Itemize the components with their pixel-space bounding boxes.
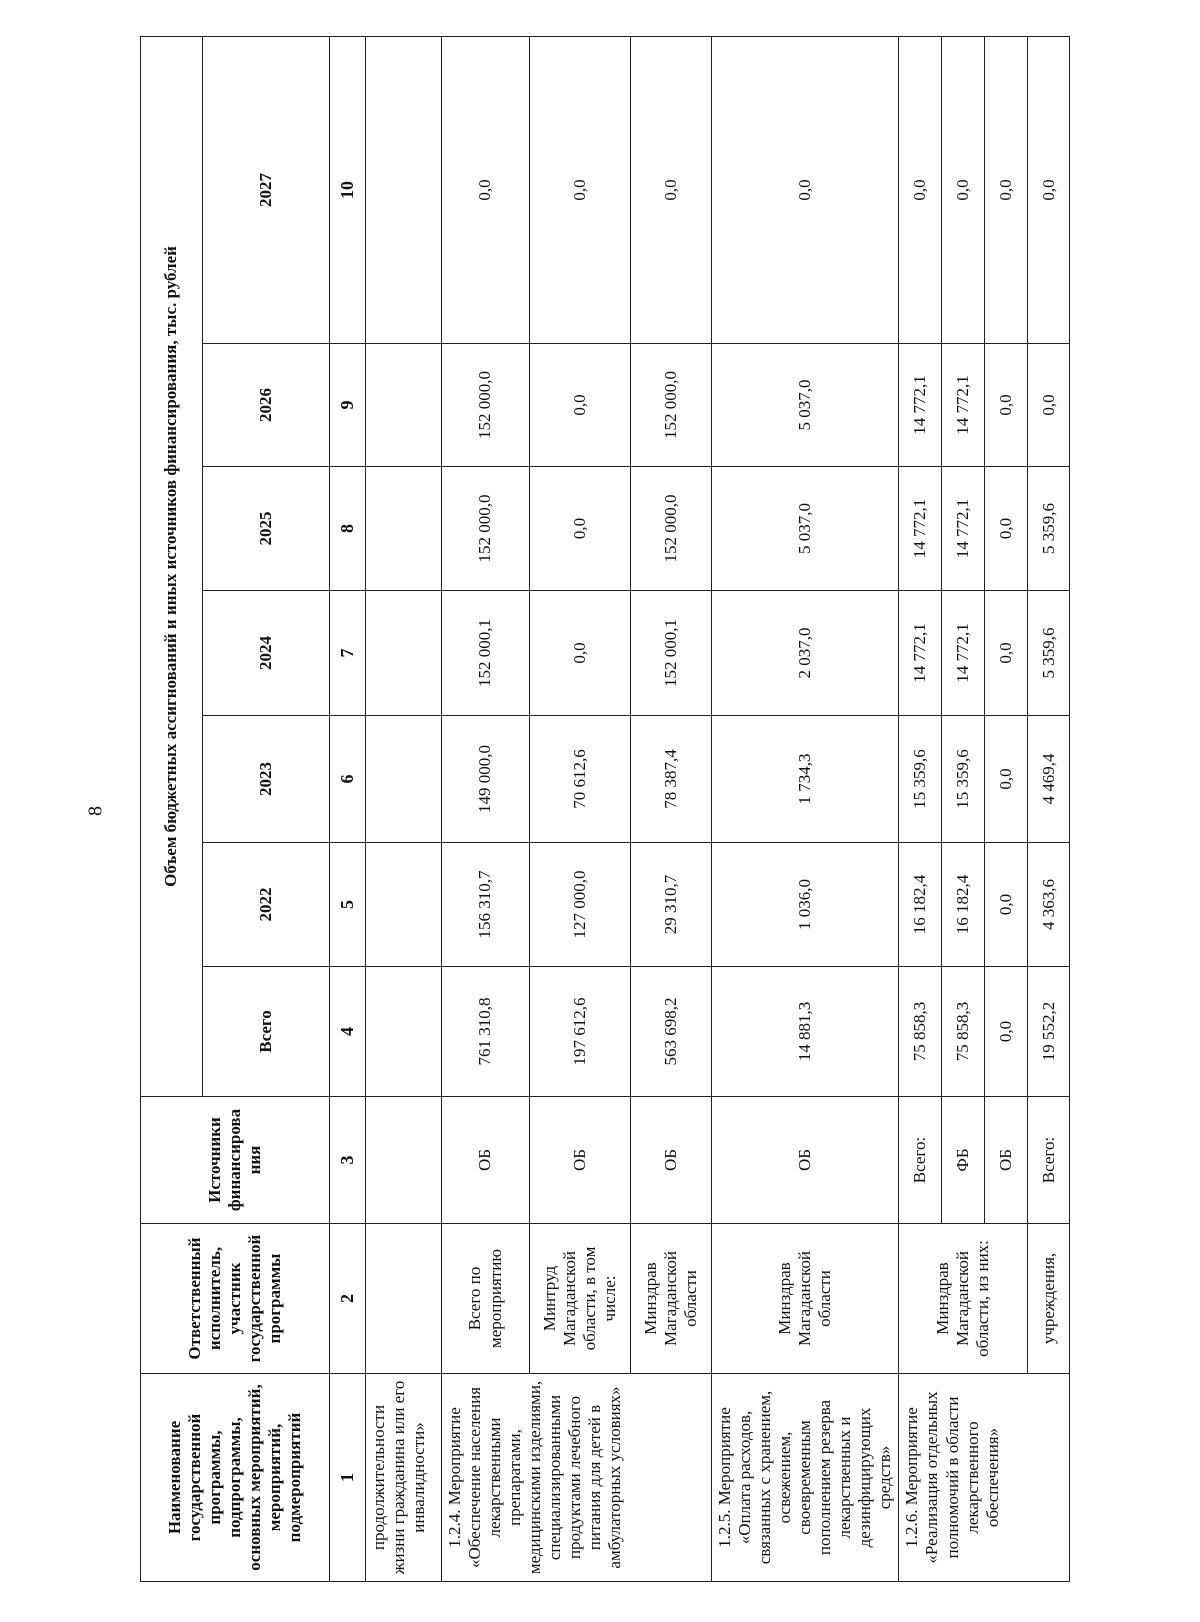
row-value: 0,0 [985, 467, 1028, 591]
column-number: 10 [330, 36, 366, 343]
row-value: 70 612,6 [530, 716, 631, 843]
row-value: 0,0 [530, 591, 631, 716]
rotated-table-container [140, 37, 1058, 1582]
table-row [442, 36, 530, 1581]
column-number: 4 [330, 967, 366, 1097]
table-row [712, 36, 899, 1581]
row-value: 5 359,6 [1028, 467, 1070, 591]
row-value: 5 037,0 [712, 467, 899, 591]
header-year: 2026 [203, 344, 330, 467]
row-value: 16 182,4 [942, 843, 985, 967]
row-value: 0,0 [985, 36, 1028, 343]
column-number: 9 [330, 344, 366, 467]
row-value: 127 000,0 [530, 843, 631, 967]
column-number: 2 [330, 1224, 366, 1374]
row-value: 152 000,0 [631, 467, 712, 591]
row-source [366, 1097, 442, 1224]
row-value: 152 000,1 [442, 591, 530, 716]
row-value: 4 469,4 [1028, 716, 1070, 843]
row-value: 14 772,1 [899, 467, 942, 591]
column-number: 1 [330, 1374, 366, 1582]
column-number: 3 [330, 1097, 366, 1224]
row-name: продолжительности жизни гражданина или его инвалидности» [366, 1374, 442, 1582]
row-value: 14 881,3 [712, 967, 899, 1097]
row-name: 1.2.6. Мероприятие «Реализация отдельных полномочий в области лекарственного обеспечения» [899, 1374, 1070, 1582]
column-number: 5 [330, 843, 366, 967]
row-value: 5 359,6 [1028, 591, 1070, 716]
row-value: 0,0 [442, 36, 530, 343]
row-value: 156 310,7 [442, 843, 530, 967]
row-executor: Минздрав Магаданской области [712, 1224, 899, 1374]
row-value: 761 310,8 [442, 967, 530, 1097]
header-year: 2024 [203, 591, 330, 716]
table-row [530, 36, 631, 1581]
header-year: 2022 [203, 843, 330, 967]
row-value: 152 000,0 [442, 467, 530, 591]
row-source: ОБ [442, 1097, 530, 1224]
table-row [1028, 36, 1070, 1581]
table-row [899, 36, 942, 1581]
header-financing-title: Объем бюджетных ассигнований и иных источников финансирования, тыс. рублей [141, 36, 203, 1096]
row-source: ОБ [631, 1097, 712, 1224]
row-value: 14 772,1 [899, 344, 942, 467]
row-value: 149 000,0 [442, 716, 530, 843]
header-year: 2025 [203, 467, 330, 591]
row-value: 152 000,0 [631, 344, 712, 467]
row-value: 0,0 [530, 36, 631, 343]
row-source: Всего: [1028, 1097, 1070, 1224]
row-executor: Минздрав Магаданской области, из них: [899, 1224, 1028, 1374]
row-value: 19 552,2 [1028, 967, 1070, 1097]
header-source: Источники финансирова ния [141, 1097, 330, 1224]
row-value: 0,0 [712, 36, 899, 343]
row-value: 78 387,4 [631, 716, 712, 843]
row-value: 29 310,7 [631, 843, 712, 967]
row-value [366, 591, 442, 716]
row-value: 0,0 [985, 591, 1028, 716]
header-executor: Ответственный исполнитель, участник государственной программы [141, 1224, 330, 1374]
page-number: 8 [84, 806, 107, 816]
row-source: Всего: [899, 1097, 942, 1224]
row-value: 0,0 [530, 344, 631, 467]
row-value: 75 858,3 [942, 967, 985, 1097]
row-executor: учреждения, [1028, 1224, 1070, 1374]
row-value: 5 037,0 [712, 344, 899, 467]
row-executor: Минтруд Магаданской области, в том числе: [530, 1224, 631, 1374]
row-value [366, 843, 442, 967]
row-name: 1.2.5. Мероприятие «Оплата расходов, связанных с хранением, освежением, своевременным пополнением резерва лекарственных и дезинфицирующих средств» [712, 1374, 899, 1582]
header-year: 2027 [203, 36, 330, 343]
row-value: 2 037,0 [712, 591, 899, 716]
financing-table [140, 36, 1070, 1582]
row-executor: Минздрав Магаданской области [631, 1224, 712, 1374]
row-value: 14 772,1 [899, 591, 942, 716]
row-value [366, 967, 442, 1097]
row-value: 14 772,1 [942, 591, 985, 716]
row-value: 563 698,2 [631, 967, 712, 1097]
row-source: ОБ [985, 1097, 1028, 1224]
column-number-row [330, 36, 366, 1581]
row-value: 0,0 [985, 967, 1028, 1097]
row-value: 15 359,6 [942, 716, 985, 843]
column-number: 8 [330, 467, 366, 591]
row-value: 152 000,0 [442, 344, 530, 467]
row-value: 0,0 [985, 716, 1028, 843]
row-name: 1.2.4. Мероприятие «Обеспечение населения лекарственными препаратами, медицинскими изделиями, специализированными продуктами лечебного питания для детей в амбулаторных условиях» [442, 1374, 712, 1582]
header-year: Всего [203, 967, 330, 1097]
row-value [366, 344, 442, 467]
row-value: 152 000,1 [631, 591, 712, 716]
row-value: 1 734,3 [712, 716, 899, 843]
row-value: 0,0 [985, 344, 1028, 467]
column-number: 6 [330, 716, 366, 843]
row-value: 16 182,4 [899, 843, 942, 967]
row-value [366, 716, 442, 843]
row-value: 1 036,0 [712, 843, 899, 967]
row-executor [366, 1224, 442, 1374]
row-value: 75 858,3 [899, 967, 942, 1097]
row-executor: Всего по мероприятию [442, 1224, 530, 1374]
header-row-1 [141, 36, 203, 1581]
row-value: 197 612,6 [530, 967, 631, 1097]
row-value: 0,0 [1028, 36, 1070, 343]
row-value: 0,0 [985, 843, 1028, 967]
row-source: ФБ [942, 1097, 985, 1224]
table-row [631, 36, 712, 1581]
row-value: 0,0 [899, 36, 942, 343]
row-value [366, 36, 442, 343]
row-value: 14 772,1 [942, 467, 985, 591]
row-source: ОБ [712, 1097, 899, 1224]
row-value: 0,0 [631, 36, 712, 343]
row-value: 14 772,1 [942, 344, 985, 467]
row-value [366, 467, 442, 591]
header-year: 2023 [203, 716, 330, 843]
row-value: 4 363,6 [1028, 843, 1070, 967]
header-name: Наименование государственной программы, подпрограммы, основных мероприятий, мероприятий, подмероприятий [141, 1374, 330, 1582]
row-value: 0,0 [530, 467, 631, 591]
table-row [366, 36, 442, 1581]
row-value: 15 359,6 [899, 716, 942, 843]
column-number: 7 [330, 591, 366, 716]
row-source: ОБ [530, 1097, 631, 1224]
row-value: 0,0 [942, 36, 985, 343]
row-value: 0,0 [1028, 344, 1070, 467]
